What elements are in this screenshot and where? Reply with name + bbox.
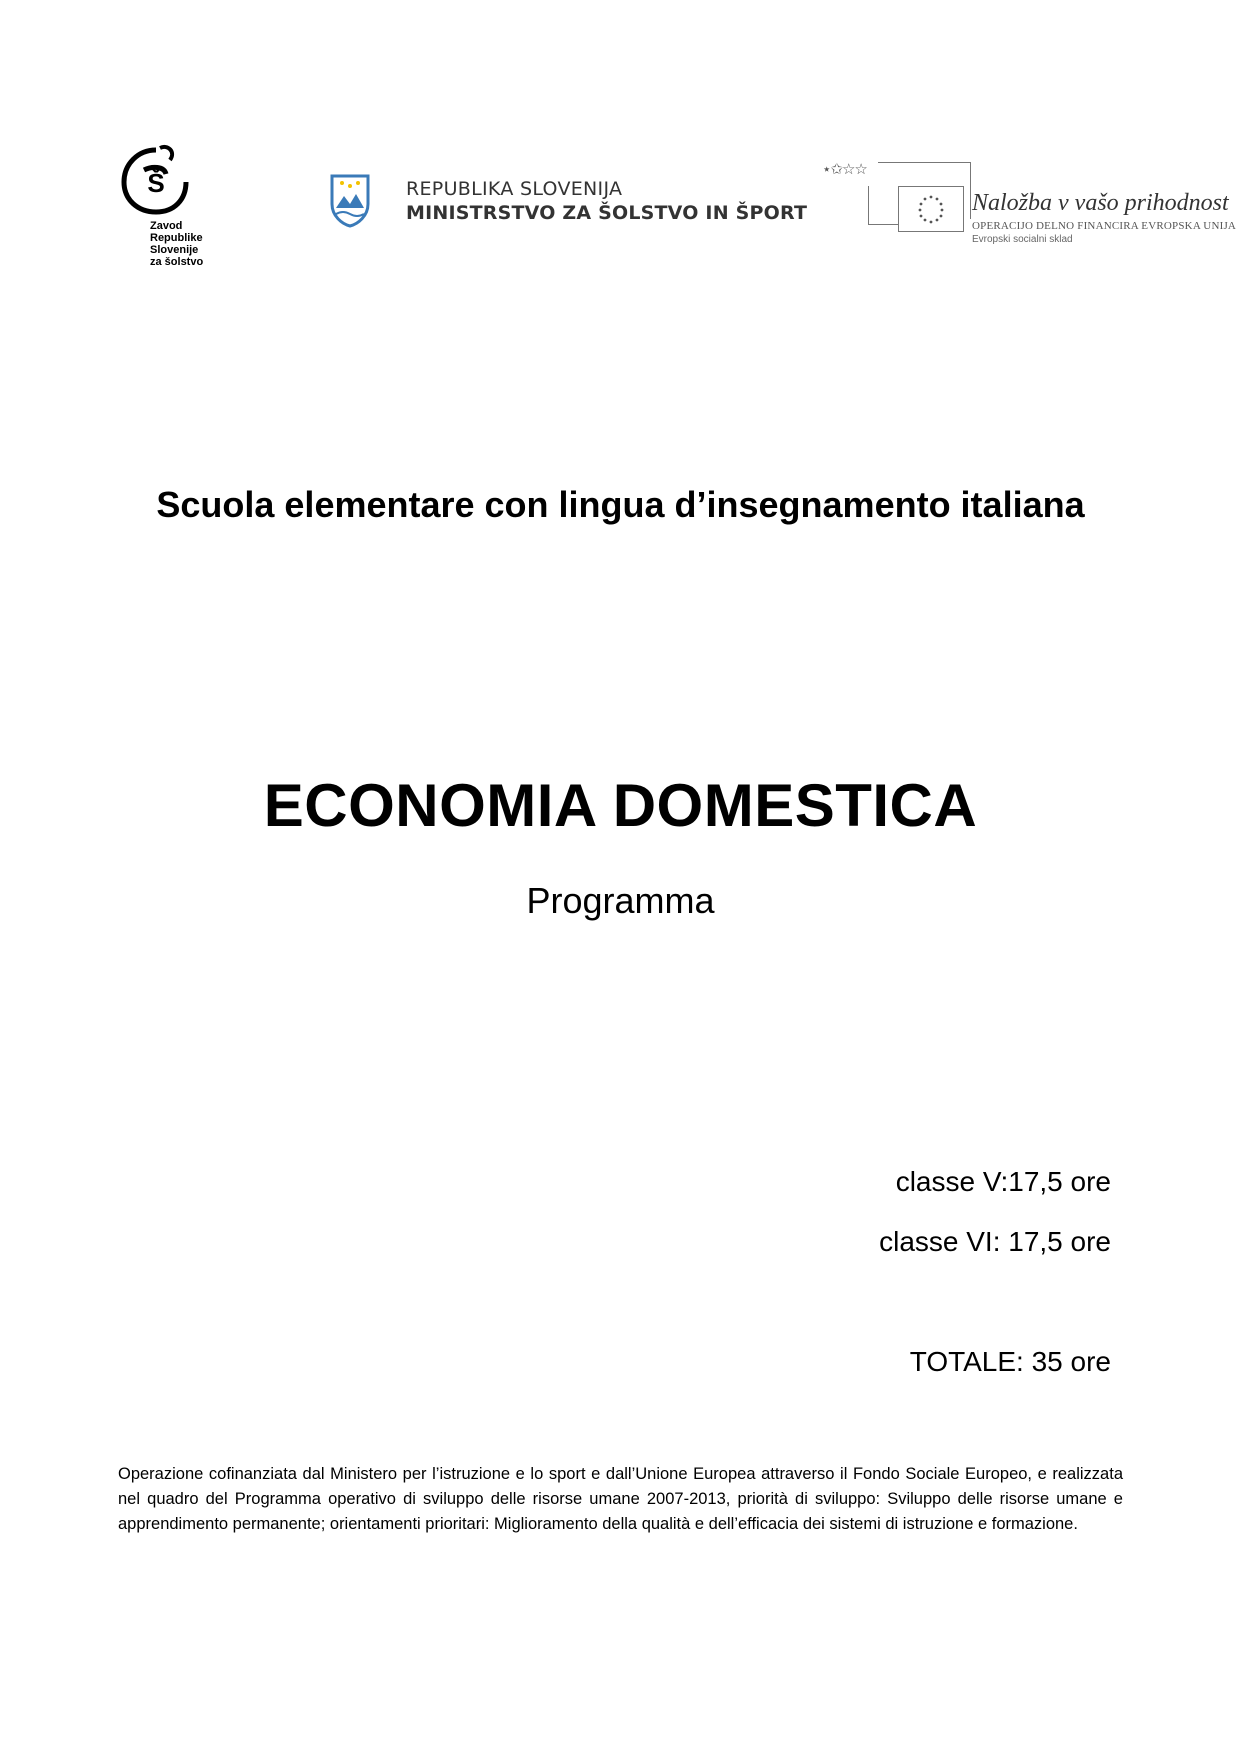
school-name: Scuola elementare con lingua d’insegnamento italiana [156,484,1085,525]
page-title: ECONOMIA DOMESTICA [263,772,978,839]
hours-total: TOTALE: 35 ore [909,1346,1111,1377]
svg-text:Š: Š [147,168,165,198]
eu-slogan: Naložba v vašo prihodnost [972,190,1229,216]
eu-logo [822,156,1237,256]
slovenia-crest-icon [330,174,370,228]
eu-fund-name: Evropski socialni sklad [972,234,1073,245]
page-subtitle: Programma [526,880,715,921]
hours-class-v: classe V:17,5 ore [895,1166,1111,1197]
hours-class-vi: classe VI: 17,5 ore [879,1226,1111,1257]
zrss-logo [116,142,226,282]
stars-icon: ⋆✩☆☆ [822,160,867,178]
ministry-name-label: MINISTRSTVO ZA ŠOLSTVO IN ŠPORT [406,202,808,224]
eu-funding-label: OPERACIJO DELNO FINANCIRA EVROPSKA UNIJA [972,220,1237,232]
funding-note: Operazione cofinanziata dal Ministero per l’istruzione e lo sport e dall’Unione Europea attraverso il Fondo Sociale Europeo, e realizzata nel quadro del Programma operativo di sviluppo delle risorse umane 2007-2013, priorità di sviluppo: Sviluppo delle risorse umane e apprendimento permanente; orientamenti prioritari: Miglioramento della qualità e dell’efficacia dei sistemi di istruzione e formazione. [118,1465,1123,1533]
eu-frame-decoration-left [868,186,899,225]
ministry-republic-label: REPUBLIKA SLOVENIJA [406,178,623,200]
zrss-logo-icon [116,142,196,222]
zrss-logo-text: Zavod Republike Slovenije za šolstvo [150,220,204,268]
ministry-logo [330,174,808,234]
eu-flag-icon [898,186,964,232]
